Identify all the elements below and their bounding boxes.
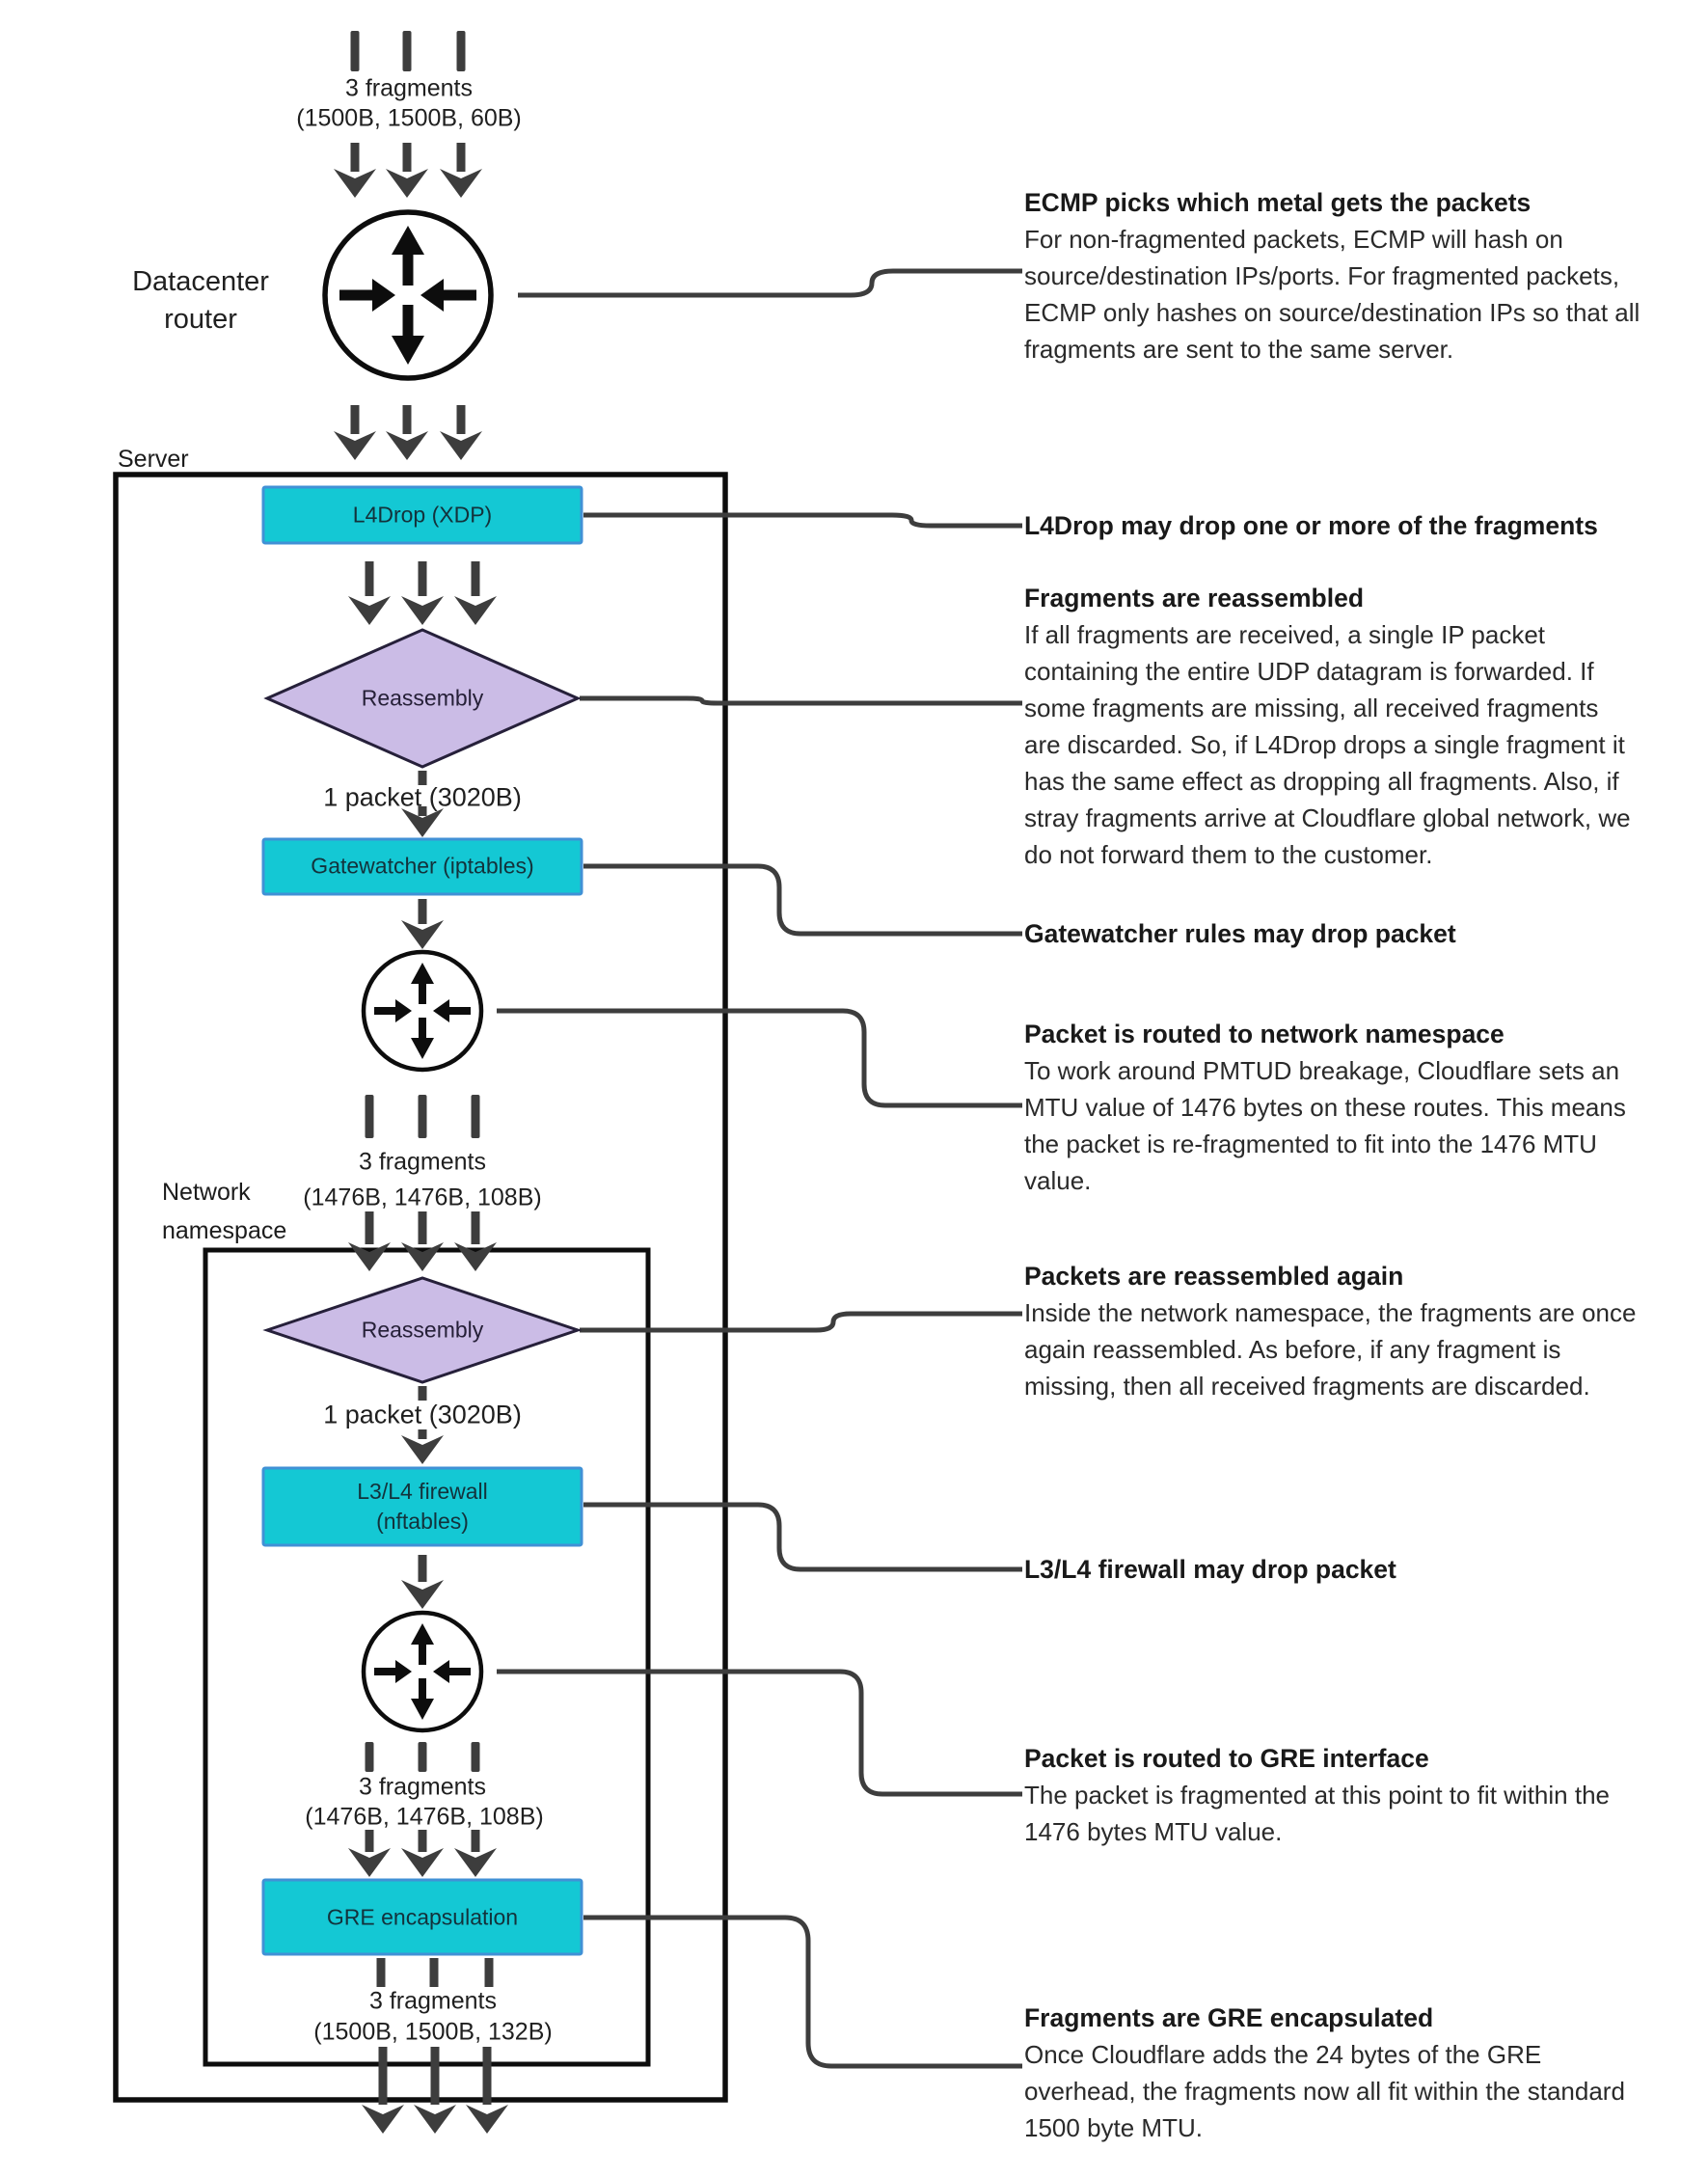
note-routed-netns	[1024, 1016, 1704, 1199]
gre-label: GRE encapsulation	[326, 1904, 519, 1930]
arrows-into-namespace	[348, 1211, 497, 1271]
connector-l4drop	[583, 515, 1022, 526]
note-reassembled-title: Fragments are reassembled	[1024, 584, 1365, 612]
note-reassembled	[1024, 580, 1704, 873]
network-namespace-zone-label: Network namespace	[162, 1179, 287, 1244]
arrows-into-gre	[348, 1830, 497, 1877]
connector-reassembly-1	[580, 698, 1022, 703]
router-icon-2	[364, 952, 481, 1070]
note-gre-encap	[1024, 2000, 1704, 2146]
note-l3l4-title: L3/L4 firewall may drop packet	[1024, 1555, 1396, 1584]
server-zone-label: Server	[118, 446, 189, 473]
connector-route-netns	[497, 1011, 1022, 1105]
note-reassembled-again-title: Packets are reassembled again	[1024, 1262, 1404, 1291]
l4drop-label: L4Drop (XDP)	[352, 502, 493, 528]
arrows-out-of-server	[362, 2047, 508, 2134]
mid-fragments-label: 3 fragments	[358, 1148, 487, 1176]
note-ecmp	[1024, 184, 1704, 367]
fragment-ticks-mid	[366, 1095, 480, 1138]
note-routed-gre-body: The packet is fragmented at this point to fit within the 1476 bytes MTU value.	[1024, 1781, 1610, 1846]
packet-2-label: 1 packet (3020B)	[323, 1400, 522, 1429]
arrow-packet-to-firewall	[401, 1429, 444, 1464]
arrows-into-router	[334, 143, 482, 198]
datacenter-router-label: Datacenter router	[132, 266, 269, 335]
connector-gatewatcher	[583, 866, 1022, 934]
top-fragments-label: 3 fragments	[344, 74, 474, 102]
top-fragments-sizes: (1500B, 1500B, 60B)	[296, 104, 522, 132]
arrow-gatewatcher-to-router	[401, 899, 444, 949]
packet-1-label: 1 packet (3020B)	[323, 782, 522, 812]
connector-route-gre	[497, 1672, 1022, 1794]
out-fragments-label: 3 fragments	[368, 1987, 498, 2015]
datacenter-router-icon	[325, 212, 491, 378]
note-ecmp-body: For non-fragmented packets, ECMP will hash on source/destination IPs/ports. For fragmented packets, ECMP only hashes on source/destination IPs so that all fragments are sent to the same server.	[1024, 225, 1640, 364]
note-reassembled-again-body: Inside the network namespace, the fragments are once again reassembled. As before, if any fragment is missing, then all received fragments are discarded.	[1024, 1298, 1637, 1401]
note-ecmp-title: ECMP picks which metal gets the packets	[1024, 188, 1532, 217]
router-icon-3	[364, 1613, 481, 1730]
note-gatewatcher	[1024, 915, 1704, 952]
arrows-router-to-server	[334, 405, 482, 460]
ns-fragments-sizes: (1476B, 1476B, 108B)	[305, 1803, 544, 1831]
note-routed-gre	[1024, 1740, 1704, 1850]
note-routed-gre-title: Packet is routed to GRE interface	[1024, 1744, 1429, 1773]
note-gre-encap-title: Fragments are GRE encapsulated	[1024, 2003, 1434, 2032]
diamond2-output-dash	[419, 1386, 427, 1401]
note-gre-encap-body: Once Cloudflare adds the 24 bytes of the GRE overhead, the fragments now all fit within the standard 1500 byte MTU.	[1024, 2040, 1625, 2142]
l3l4-firewall-label: L3/L4 firewall (nftables)	[357, 1479, 488, 1534]
arrows-l4drop-to-reassembly	[348, 561, 497, 625]
fragment-ticks-low	[366, 1742, 480, 1772]
note-l3l4	[1024, 1551, 1704, 1588]
reassembly-2-label: Reassembly	[361, 1317, 484, 1343]
gre-output-stems	[381, 1958, 489, 1987]
note-routed-netns-title: Packet is routed to network namespace	[1024, 1020, 1505, 1048]
note-reassembled-again	[1024, 1258, 1704, 1404]
note-routed-netns-body: To work around PMTUD breakage, Cloudflare sets an MTU value of 1476 bytes on these routes. This means the packet is re-fragmented to fit into the 1476 MTU value.	[1024, 1056, 1626, 1195]
mid-fragments-sizes: (1476B, 1476B, 108B)	[303, 1184, 542, 1211]
out-fragments-sizes: (1500B, 1500B, 132B)	[313, 2018, 553, 2046]
note-l4drop-title: L4Drop may drop one or more of the fragments	[1024, 511, 1598, 540]
connector-ecmp	[518, 271, 1022, 295]
reassembly-1-label: Reassembly	[361, 685, 484, 711]
fragment-ticks-top	[351, 31, 466, 71]
arrow-firewall-to-router	[401, 1555, 444, 1609]
gatewatcher-label: Gatewatcher (iptables)	[311, 853, 534, 879]
note-reassembled-body: If all fragments are received, a single IP packet containing the entire UDP datagram is forwarded. If some fragments are missing, all received fragments are discarded. So, if L4Drop drops a single fragment it has the same effect as dropping all fragments. Also, if stray fragments arrive at Cloudflare global network, we do not forward them to the customer.	[1024, 620, 1631, 869]
ns-fragments-label: 3 fragments	[358, 1773, 487, 1801]
note-gatewatcher-title: Gatewatcher rules may drop packet	[1024, 919, 1456, 948]
note-l4drop	[1024, 507, 1704, 544]
